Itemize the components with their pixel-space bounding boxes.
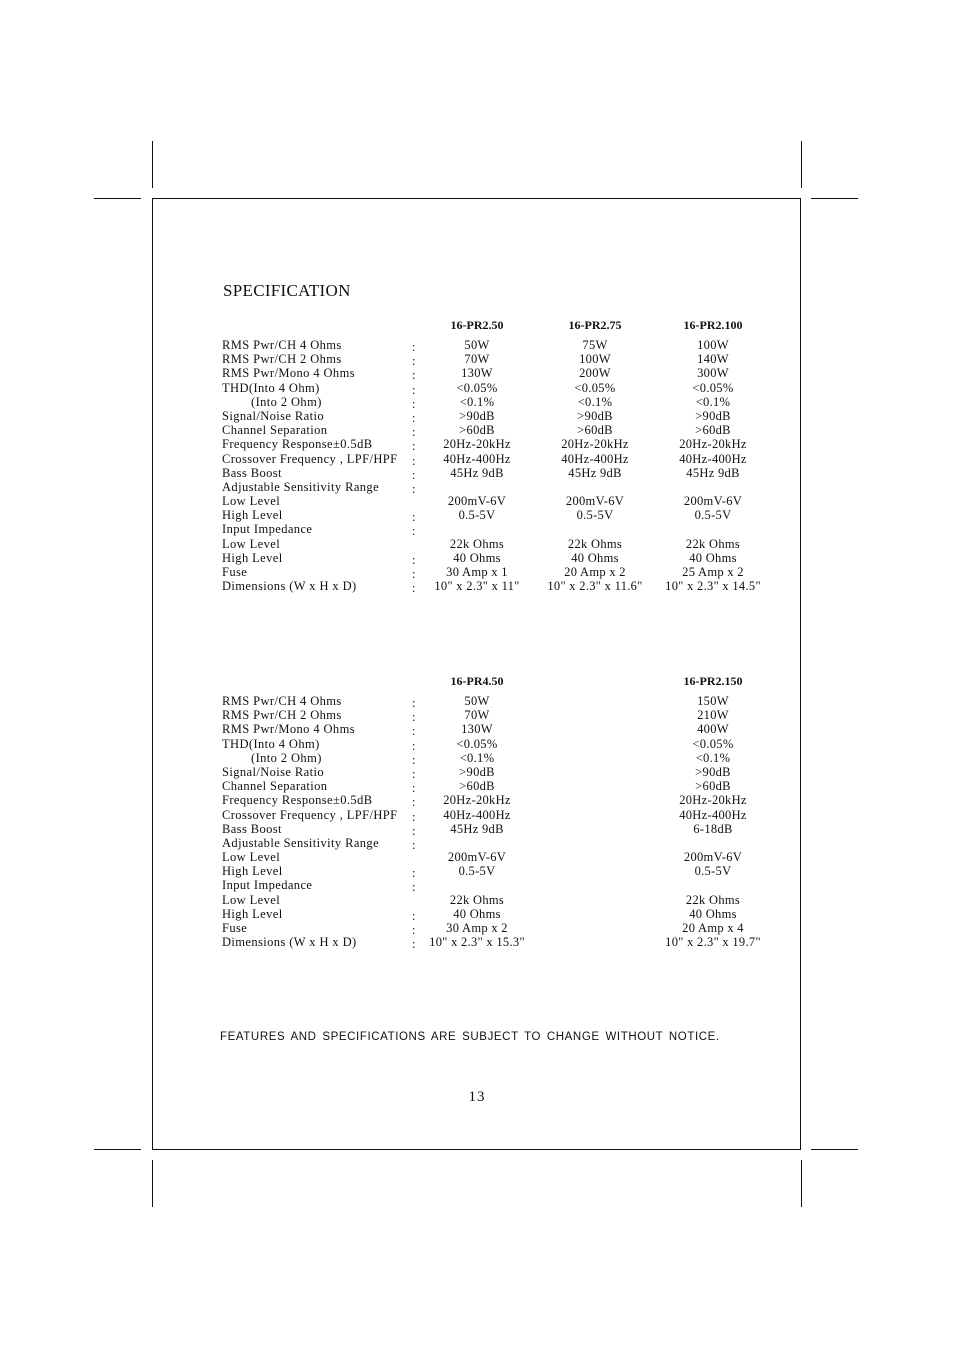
spec-value: 22k Ohms xyxy=(449,892,505,907)
spec-value: 400W xyxy=(697,722,729,737)
crop-mark xyxy=(152,141,153,188)
spec-label: Frequency Response±0.5dB xyxy=(222,793,373,808)
colon-separator: : xyxy=(412,340,416,354)
spec-value: >90dB xyxy=(695,408,731,423)
spec-value xyxy=(412,878,542,895)
spec-label: High Level xyxy=(222,864,283,879)
spec-value xyxy=(648,522,778,536)
spec-value: >90dB xyxy=(577,408,613,423)
colon-separator: : xyxy=(412,837,416,852)
spec-label: Bass Boost xyxy=(222,821,282,836)
spec-label: Low Level xyxy=(222,536,281,551)
spec-value: 10" x 2.3" x 11" xyxy=(434,579,520,594)
colon-separator: : xyxy=(412,766,416,781)
spec-label: Channel Separation xyxy=(222,423,328,438)
spec-value: 25 Amp x 2 xyxy=(682,565,744,579)
colon-separator: : xyxy=(412,866,416,881)
spec-value: 200mV-6V xyxy=(683,494,743,509)
spec-values-column xyxy=(648,338,778,593)
model-header: 16-PR2.75 xyxy=(568,318,622,332)
spec-label: Low Level xyxy=(222,850,281,865)
spec-label: Adjustable Sensitivity Range xyxy=(222,479,380,494)
spec-value: >60dB xyxy=(695,423,731,438)
spec-label: Channel Separation xyxy=(222,779,328,794)
spec-value: 75W xyxy=(582,338,608,352)
colon-separator: : xyxy=(412,752,416,767)
colon-separator: : xyxy=(412,396,416,411)
spec-value xyxy=(530,480,660,494)
colon-separator: : xyxy=(412,439,416,454)
spec-label: Dimensions (W x H x D) xyxy=(222,579,357,594)
spec-label: RMS Pwr/CH 4 Ohms xyxy=(222,694,342,708)
spec-labels xyxy=(222,694,398,949)
spec-value: 40Hz-400Hz xyxy=(443,807,511,822)
spec-value: <0.05% xyxy=(692,736,734,751)
spec-value: 200mV-6V xyxy=(447,494,507,509)
spec-value: 20Hz-20kHz xyxy=(679,437,747,452)
spec-label: RMS Pwr/CH 2 Ohms xyxy=(222,708,342,723)
spec-value: 20Hz-20kHz xyxy=(561,437,629,452)
spec-value: <0.1% xyxy=(695,750,731,765)
spec-label: (Into 2 Ohm) xyxy=(251,394,322,409)
crop-mark xyxy=(94,198,141,199)
spec-value: 6-18dB xyxy=(693,821,733,836)
model-header: 16-PR2.150 xyxy=(683,674,743,688)
spec-value: 210W xyxy=(697,708,729,723)
spec-value: 130W xyxy=(461,722,493,737)
spec-value: 40Hz-400Hz xyxy=(561,451,629,466)
spec-labels xyxy=(222,338,398,593)
crop-mark xyxy=(152,1160,153,1207)
spec-value xyxy=(648,480,778,494)
spec-value: 140W xyxy=(697,352,729,367)
spec-label: RMS Pwr/CH 2 Ohms xyxy=(222,352,342,367)
spec-value: 0.5-5V xyxy=(694,864,732,879)
spec-value: 22k Ohms xyxy=(567,536,623,551)
spec-label: RMS Pwr/Mono 4 Ohms xyxy=(222,366,355,381)
colon-separator: : xyxy=(412,354,416,369)
spec-label: Signal/Noise Ratio xyxy=(222,408,324,423)
colon-separator: : xyxy=(412,425,416,440)
colon-separator: : xyxy=(412,453,416,468)
spec-value: 0.5-5V xyxy=(458,508,496,523)
spec-value: 40 Ohms xyxy=(453,906,501,921)
spec-value: >90dB xyxy=(459,408,495,423)
spec-value: 30 Amp x 1 xyxy=(446,565,508,579)
page-title: SPECIFICATION xyxy=(223,281,351,300)
colon-separator: : xyxy=(412,880,416,895)
spec-label: Input Impedance xyxy=(222,878,313,893)
spec-value: 10" x 2.3" x 14.5" xyxy=(665,579,761,594)
spec-values-column xyxy=(412,338,542,596)
spec-value: <0.1% xyxy=(577,394,613,409)
colon-separator: : xyxy=(412,567,416,581)
spec-value: <0.1% xyxy=(695,394,731,409)
spec-value: 200mV-6V xyxy=(683,850,743,865)
spec-value: <0.05% xyxy=(574,380,616,395)
colon-separator: : xyxy=(412,724,416,739)
colon-separator: : xyxy=(412,581,416,596)
spec-value xyxy=(530,522,660,536)
spec-label: High Level xyxy=(222,550,283,565)
spec-value: 20 Amp x 2 xyxy=(564,565,626,579)
spec-value: 40Hz-400Hz xyxy=(443,451,511,466)
spec-value: <0.1% xyxy=(459,394,495,409)
spec-label: Low Level xyxy=(222,494,281,509)
spec-label: Crossover Frequency , LPF/HPF xyxy=(222,451,398,466)
spec-value: <0.05% xyxy=(456,380,498,395)
spec-value: <0.05% xyxy=(456,736,498,751)
spec-value: 40 Ohms xyxy=(453,550,501,565)
spec-label: High Level xyxy=(222,508,283,523)
spec-value: 100W xyxy=(697,338,729,352)
colon-separator: : xyxy=(412,524,416,539)
spec-value: 22k Ohms xyxy=(449,536,505,551)
page-number: 13 xyxy=(468,1089,486,1105)
crop-mark xyxy=(801,141,802,188)
spec-value: >60dB xyxy=(577,423,613,438)
spec-value: 20Hz-20kHz xyxy=(679,793,747,808)
spec-label: Fuse xyxy=(222,921,248,935)
spec-label: THD(Into 4 Ohm) xyxy=(222,380,320,395)
spec-value: 300W xyxy=(697,366,729,381)
colon-separator: : xyxy=(412,795,416,810)
colon-separator: : xyxy=(412,781,416,796)
spec-label: Dimensions (W x H x D) xyxy=(222,935,357,950)
spec-value: >60dB xyxy=(695,779,731,794)
colon-separator: : xyxy=(412,937,416,952)
crop-mark xyxy=(811,198,858,199)
spec-label: Adjustable Sensitivity Range xyxy=(222,835,380,850)
spec-value xyxy=(412,836,542,850)
spec-label: (Into 2 Ohm) xyxy=(251,750,322,765)
crop-mark xyxy=(94,1149,141,1150)
spec-value: 100W xyxy=(579,352,611,367)
spec-value: 45Hz 9dB xyxy=(450,465,504,480)
colon-separator: : xyxy=(412,923,416,937)
spec-label: Input Impedance xyxy=(222,522,313,537)
spec-value: 0.5-5V xyxy=(576,508,614,523)
spec-label: RMS Pwr/CH 4 Ohms xyxy=(222,338,342,352)
colon-separator: : xyxy=(412,382,416,397)
spec-value: >60dB xyxy=(459,779,495,794)
colon-separator: : xyxy=(412,467,416,482)
spec-value: 30 Amp x 2 xyxy=(446,921,508,935)
spec-label: Frequency Response±0.5dB xyxy=(222,437,373,452)
disclaimer-notice: FEATURES AND SPECIFICATIONS ARE SUBJECT TO CHANGE WITHOUT NOTICE. xyxy=(220,1031,720,1043)
colon-separator: : xyxy=(412,710,416,725)
spec-value xyxy=(648,836,778,850)
spec-label: RMS Pwr/Mono 4 Ohms xyxy=(222,722,355,737)
spec-value: 40 Ohms xyxy=(571,550,619,565)
spec-value: 200mV-6V xyxy=(447,850,507,865)
spec-value: 70W xyxy=(464,352,490,367)
spec-value: 70W xyxy=(464,708,490,723)
spec-value: 50W xyxy=(464,694,490,708)
spec-value: >60dB xyxy=(459,423,495,438)
crop-mark xyxy=(811,1149,858,1150)
crop-mark xyxy=(801,1160,802,1207)
colon-separator: : xyxy=(412,368,416,383)
spec-value: 0.5-5V xyxy=(694,508,732,523)
spec-value xyxy=(648,878,778,892)
spec-value: 22k Ohms xyxy=(685,892,741,907)
spec-label: THD(Into 4 Ohm) xyxy=(222,736,320,751)
spec-value: 45Hz 9dB xyxy=(568,465,622,480)
spec-value: 200W xyxy=(579,366,611,381)
spec-value: 40 Ohms xyxy=(689,906,737,921)
spec-value: 20Hz-20kHz xyxy=(443,793,511,808)
spec-value: 130W xyxy=(461,366,493,381)
spec-value: >90dB xyxy=(695,764,731,779)
spec-label: Signal/Noise Ratio xyxy=(222,764,324,779)
spec-label: Bass Boost xyxy=(222,465,282,480)
colon-separator: : xyxy=(412,738,416,753)
spec-value: 0.5-5V xyxy=(458,864,496,879)
spec-value: 22k Ohms xyxy=(685,536,741,551)
spec-value: 45Hz 9dB xyxy=(686,465,740,480)
spec-value: >90dB xyxy=(459,764,495,779)
spec-label: Crossover Frequency , LPF/HPF xyxy=(222,807,398,822)
spec-label: Low Level xyxy=(222,892,281,907)
spec-value: 50W xyxy=(464,338,490,352)
spec-value: 10" x 2.3" x 11.6" xyxy=(547,579,643,594)
model-header: 16-PR4.50 xyxy=(450,674,504,688)
spec-values-column xyxy=(412,694,542,952)
model-header: 16-PR2.50 xyxy=(450,318,504,332)
spec-value: 45Hz 9dB xyxy=(450,821,504,836)
spec-label: Fuse xyxy=(222,565,248,579)
colon-separator: : xyxy=(412,823,416,838)
spec-value: 200mV-6V xyxy=(565,494,625,509)
colon-separator: : xyxy=(412,696,416,710)
spec-value: 40Hz-400Hz xyxy=(679,807,747,822)
spec-value: <0.1% xyxy=(459,750,495,765)
spec-value xyxy=(412,522,542,539)
spec-values-column xyxy=(530,338,660,593)
spec-value xyxy=(412,480,542,494)
colon-separator: : xyxy=(412,481,416,496)
colon-separator: : xyxy=(412,410,416,425)
model-header: 16-PR2.100 xyxy=(683,318,743,332)
colon-separator: : xyxy=(412,552,416,567)
spec-value: 20Hz-20kHz xyxy=(443,437,511,452)
spec-value: 40Hz-400Hz xyxy=(679,451,747,466)
spec-value: 150W xyxy=(697,694,729,708)
spec-values-column xyxy=(648,694,778,949)
colon-separator: : xyxy=(412,908,416,923)
spec-value: 10" x 2.3" x 19.7" xyxy=(665,935,761,950)
spec-value: 40 Ohms xyxy=(689,550,737,565)
colon-separator: : xyxy=(412,510,416,525)
spec-value: 20 Amp x 4 xyxy=(682,921,744,935)
colon-separator: : xyxy=(412,809,416,824)
spec-label: High Level xyxy=(222,906,283,921)
spec-value: <0.05% xyxy=(692,380,734,395)
spec-value: 10" x 2.3" x 15.3" xyxy=(429,935,525,950)
